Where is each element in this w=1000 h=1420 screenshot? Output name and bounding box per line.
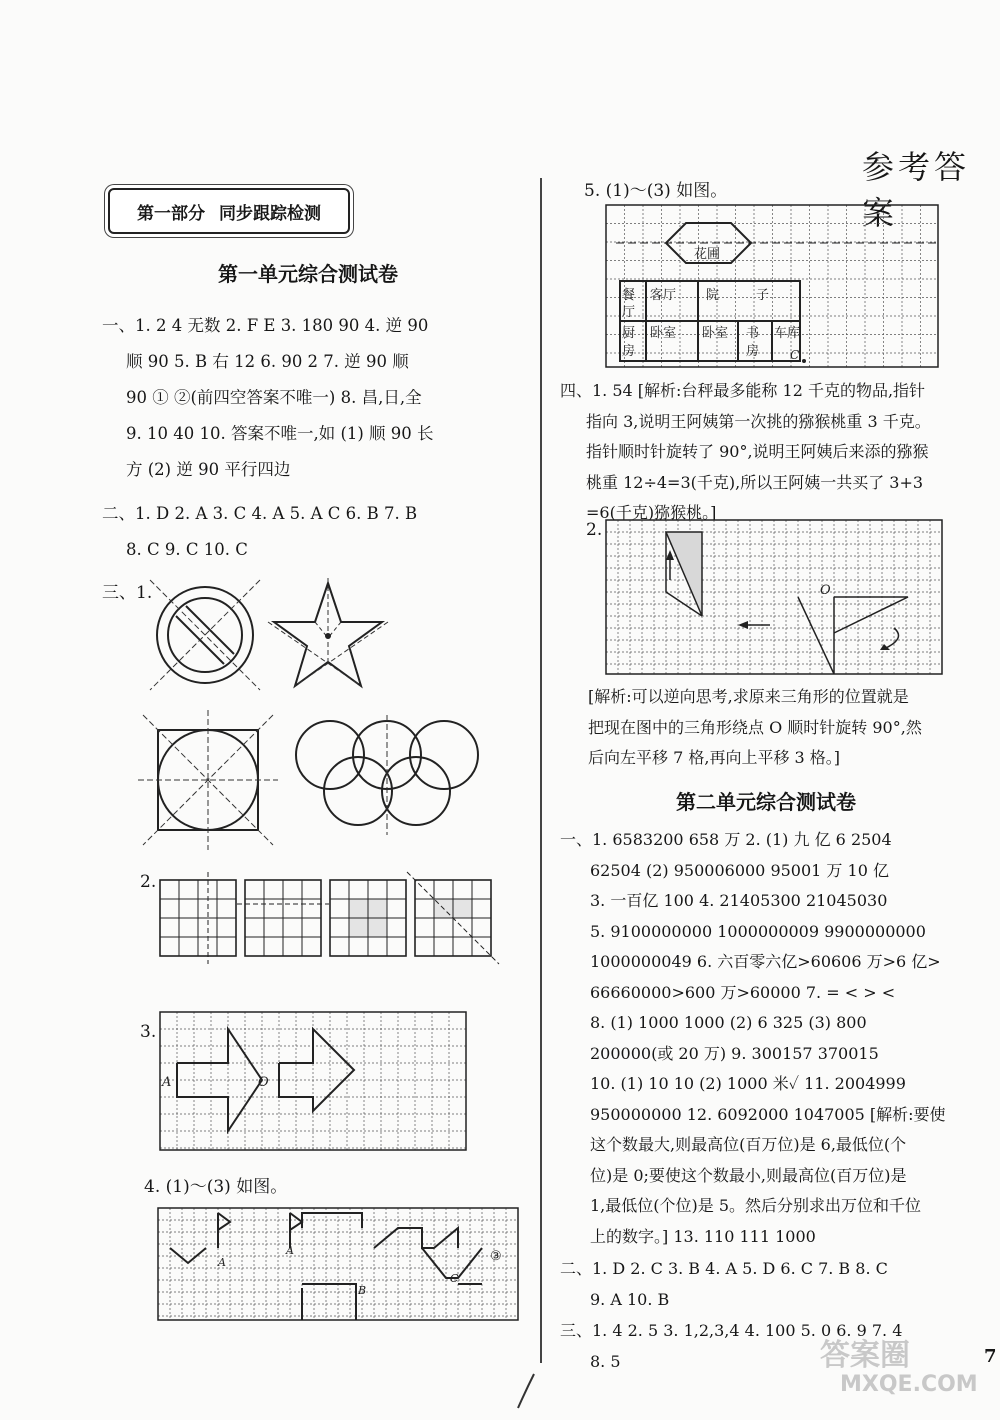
q4-point-a2: A bbox=[286, 1244, 294, 1257]
unit2-sec1-line: 3. 一百亿 100 4. 21405300 21045030 bbox=[590, 891, 888, 910]
unit1-sec1-line: 9. 10 40 10. 答案不唯一,如 (1) 顺 90 长 bbox=[126, 424, 434, 443]
room-label: 车库 bbox=[774, 326, 801, 341]
right-section4 bbox=[560, 376, 1000, 536]
pen-mark bbox=[512, 1372, 542, 1412]
unit1-sec1-line: 顺 90 5. B 右 12 6. 90 2 7. 逆 90 顺 bbox=[126, 352, 409, 371]
unit1-sec3-label: 三、1. bbox=[102, 583, 153, 603]
unit1-title: 第一单元综合测试卷 bbox=[218, 262, 398, 286]
q3-point-o: O bbox=[258, 1075, 269, 1090]
page-header-title: 参考答案 bbox=[862, 148, 971, 232]
room-label: 餐 bbox=[622, 288, 636, 303]
room-label: 卧室 bbox=[702, 326, 729, 341]
unit2-sec1-line: 8. (1) 1000 1000 (2) 6 325 (3) 800 bbox=[590, 1013, 867, 1032]
unit1-sec2-line: 二、1. D 2. A 3. C 4. A 5. A C 6. B 7. B bbox=[102, 504, 418, 523]
unit1-sec1-line: 一、1. 2 4 无数 2. F E 3. 180 90 4. 逆 90 bbox=[102, 316, 429, 335]
q3-grid-figure bbox=[160, 1012, 466, 1150]
unit1-section2 bbox=[102, 496, 532, 576]
unit2-title: 第二单元综合测试卷 bbox=[676, 790, 856, 814]
room-label: 卧室 bbox=[650, 326, 677, 341]
unit2-sec1-line: 200000(或 20 万) 9. 300157 370015 bbox=[590, 1043, 879, 1063]
q4-point-c: C bbox=[450, 1272, 459, 1285]
column-divider bbox=[540, 178, 542, 1363]
rings-figure bbox=[292, 715, 482, 835]
unit1-q4-label: 4. (1)～(3) 如图。 bbox=[144, 1177, 288, 1197]
room-label: 书 bbox=[746, 326, 760, 341]
rotation-point-o: O bbox=[820, 583, 831, 598]
unit1-q2-label: 2. bbox=[140, 872, 157, 892]
unit2-sec1-line: 66660000>600 万>60000 7. = < > < bbox=[590, 982, 896, 1002]
room-label: 厨 bbox=[622, 326, 636, 341]
watermark-url: MXQE.COM bbox=[840, 1372, 978, 1397]
unit2-sec1-line: 1000000049 6. 六百零六亿>60606 万>6 亿> bbox=[590, 952, 941, 971]
sec4-line: 指针顺时针旋转了 90°,说明王阿姨后来添的猕猴 bbox=[586, 442, 929, 461]
watermark-logo: 答案圈 bbox=[820, 1338, 910, 1373]
room-label: 房 bbox=[746, 344, 760, 359]
room-label: 房 bbox=[622, 344, 636, 359]
q5-label: 5. (1)～(3) 如图。 bbox=[584, 181, 728, 201]
banner-subtitle: 同步跟踪检测 bbox=[219, 203, 321, 224]
room-label: 院 bbox=[706, 288, 720, 303]
square-circle-figure bbox=[138, 710, 278, 850]
q3-point-a: A bbox=[162, 1075, 172, 1090]
room-label: 厅 bbox=[622, 305, 636, 320]
part-banner bbox=[108, 188, 350, 234]
unit1-sec2-line: 8. C 9. C 10. C bbox=[126, 540, 248, 559]
analysis-line: [解析:可以逆向思考,求原来三角形的位置就是 bbox=[588, 687, 909, 706]
unit2-sec3-line: 8. 5 bbox=[590, 1351, 621, 1371]
unit2-section2 bbox=[560, 1254, 1000, 1316]
star-figure bbox=[268, 578, 388, 698]
q4-grid-figure bbox=[158, 1208, 518, 1320]
unit2-sec1-line: 一、1. 6583200 658 万 2. (1) 九 亿 6 2504 bbox=[560, 830, 892, 849]
unit2-sec1-line: 5. 9100000000 1000000009 9900000000 bbox=[590, 921, 926, 941]
circle-slash-figure bbox=[150, 580, 260, 690]
sec4-line: 桃重 12÷4=3(千克),所以王阿姨一共买了 3+3 bbox=[586, 472, 924, 492]
unit2-sec1-line: 10. (1) 10 10 (2) 1000 米✓ 11. 2004999 bbox=[590, 1074, 906, 1093]
unit2-sec1-line: 上的数字。] 13. 110 111 1000 bbox=[590, 1226, 816, 1246]
unit2-sec1-line: 1,最低位(个位)是 5。然后分别求出万位和千位 bbox=[590, 1196, 922, 1215]
right-analysis bbox=[588, 682, 998, 777]
q5-point-c: C bbox=[790, 348, 800, 362]
unit2-sec1-line: 62504 (2) 950006000 95001 万 10 亿 bbox=[590, 860, 889, 880]
room-label: 客厅 bbox=[650, 288, 677, 303]
unit2-sec1-line: 位)是 0;要使这个数最小,则最高位(百万位)是 bbox=[590, 1165, 907, 1185]
analysis-line: 把现在图中的三角形绕点 O 顺时针旋转 90°,然 bbox=[588, 717, 922, 737]
unit2-sec2-line: 二、1. D 2. C 3. B 4. A 5. D 6. C 7. B 8. C bbox=[560, 1259, 888, 1278]
unit2-sec1-line: 这个数最大,则最高位(百万位)是 6,最低位(个 bbox=[590, 1135, 907, 1154]
unit2-section1 bbox=[560, 825, 1000, 1255]
q4-point-a: A bbox=[218, 1256, 226, 1269]
banner-part: 第一部分 bbox=[137, 203, 205, 224]
q4-circled-mark: ③ bbox=[490, 1249, 502, 1264]
unit2-sec3-line: 三、1. 4 2. 5 3. 1,2,3,4 4. 100 5. 0 6. 9 7. 4 bbox=[560, 1321, 903, 1340]
unit1-section1 bbox=[102, 308, 532, 498]
sec4-q2-label: 2. bbox=[586, 520, 603, 540]
unit1-sec1-line: 90 ① ②(前四空答案不唯一) 8. 昌,日,全 bbox=[126, 388, 422, 407]
unit1-sec1-line: 方 (2) 逆 90 平行四边 bbox=[126, 460, 291, 479]
room-label: 子 bbox=[756, 288, 770, 303]
q4-point-b: B bbox=[358, 1284, 367, 1297]
unit2-sec2-line: 9. A 10. B bbox=[590, 1289, 670, 1309]
page-number: 7 bbox=[984, 1346, 997, 1367]
q2-grids-figure bbox=[155, 870, 500, 960]
rotation-grid-figure bbox=[606, 520, 942, 674]
sec4-line: =6(千克)猕猴桃。] bbox=[586, 503, 717, 522]
sec4-line: 指向 3,说明王阿姨第一次挑的猕猴桃重 3 千克。 bbox=[586, 411, 931, 431]
unit2-section3 bbox=[560, 1316, 1000, 1378]
sec4-line: 四、1. 54 [解析:台秤最多能称 12 千克的物品,指针 bbox=[560, 381, 926, 400]
analysis-line: 后向左平移 7 格,再向上平移 3 格。] bbox=[588, 748, 841, 767]
unit2-sec1-line: 950000000 12. 6092000 1047005 [解析:要使 bbox=[590, 1104, 946, 1124]
unit1-q3-label: 3. bbox=[140, 1022, 157, 1042]
q5-garden-label: 花圃 bbox=[694, 247, 721, 262]
q5-floorplan-figure bbox=[606, 205, 938, 367]
